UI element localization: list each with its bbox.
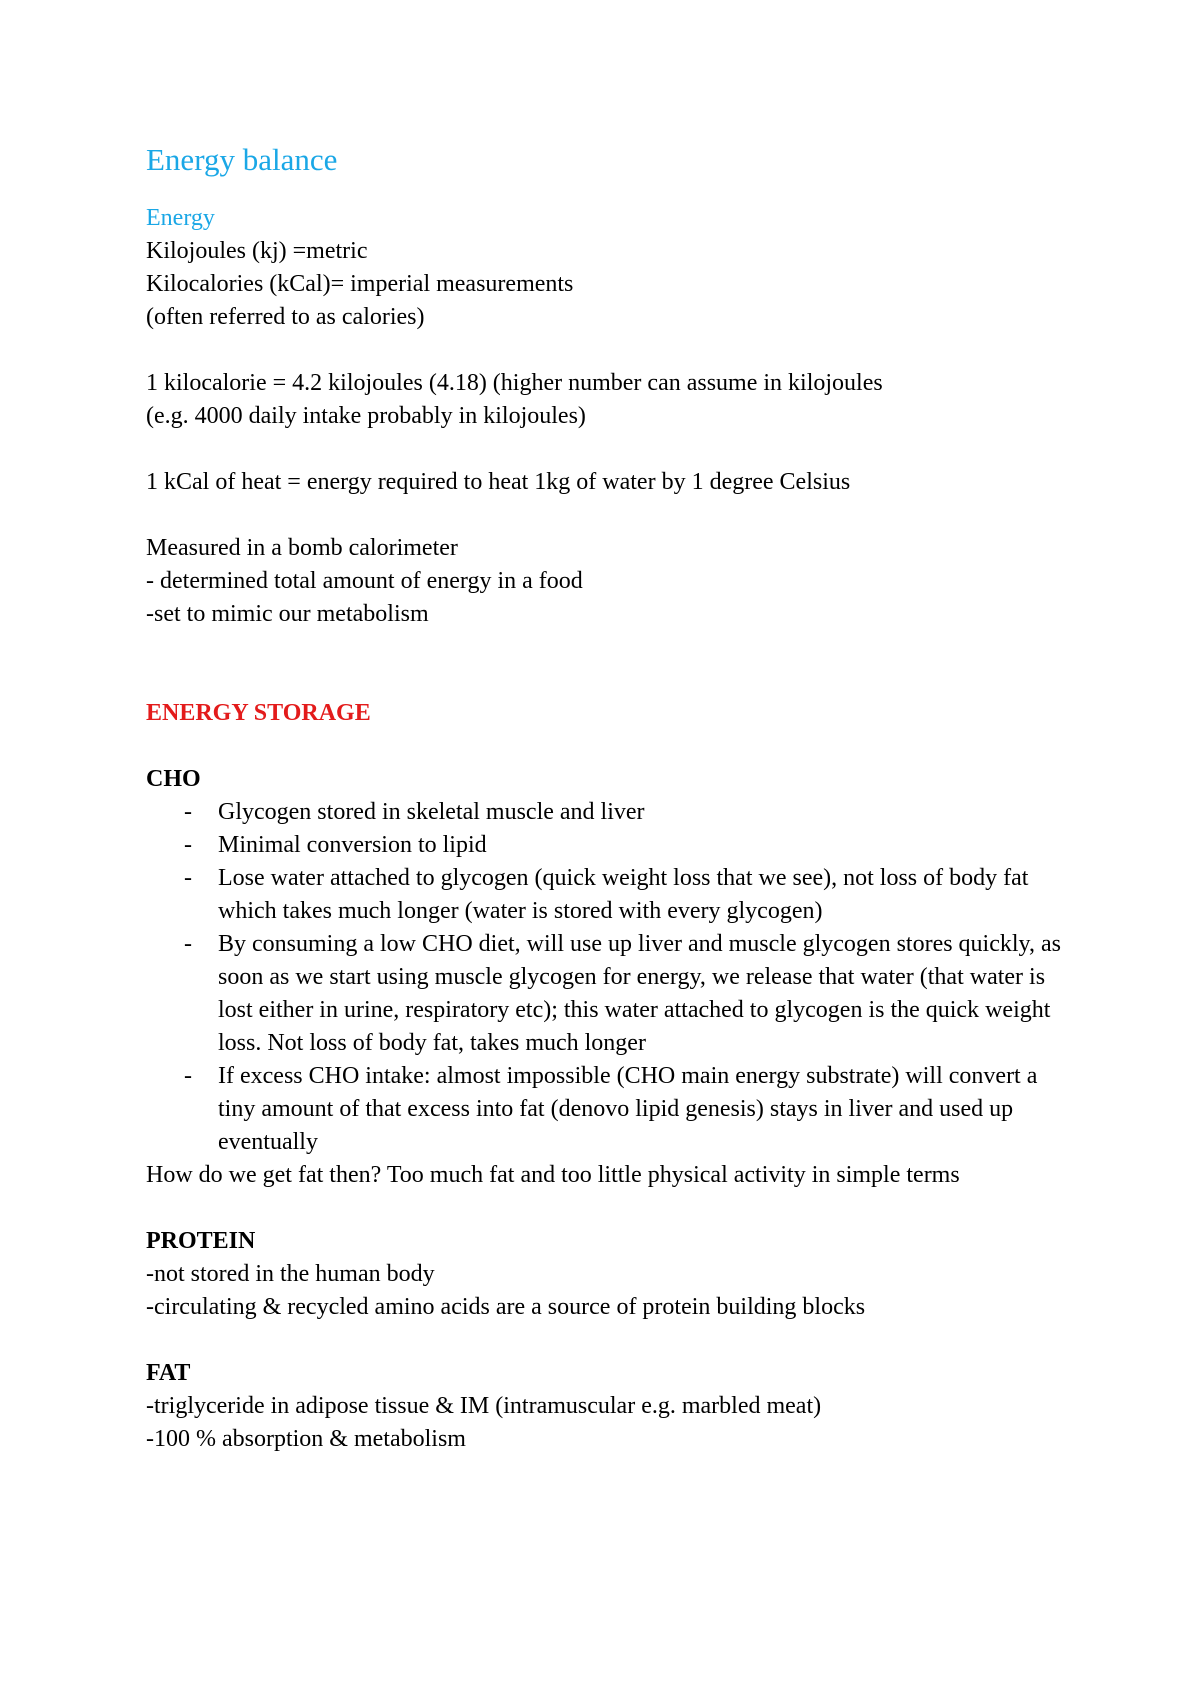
conversion-line: 1 kilocalorie = 4.2 kilojoules (4.18) (higher number can assume in kilojoules xyxy=(146,370,883,396)
fat-line: -100 % absorption & metabolism xyxy=(146,1426,466,1452)
cho-heading: CHO xyxy=(146,766,201,792)
energy-line: Kilocalories (kCal)= imperial measurements xyxy=(146,271,574,297)
cho-bullet: - Lose water attached to glycogen (quick weight loss that we see), not loss of body fat which takes much longer (water is stored with every glycogen) xyxy=(146,862,1066,928)
spacer xyxy=(146,499,1066,532)
document-page xyxy=(146,140,1066,1456)
spacer xyxy=(146,334,1066,367)
energy-line: Kilojoules (kj) =metric xyxy=(146,238,368,264)
cho-bullet: - If excess CHO intake: almost impossible (CHO main energy substrate) will convert a tiny amount of that excess into fat (denovo lipid genesis) stays in liver and used up eventually xyxy=(146,1060,1066,1159)
cho-bullet-list xyxy=(146,796,1066,1159)
spacer xyxy=(146,1324,1066,1357)
heat-definition-line: 1 kCal of heat = energy required to heat 1kg of water by 1 degree Celsius xyxy=(146,469,851,495)
spacer xyxy=(146,730,1066,763)
bomb-calorimeter-line: - determined total amount of energy in a food xyxy=(146,568,583,594)
energy-storage-heading: ENERGY STORAGE xyxy=(146,700,371,726)
protein-line: -circulating & recycled amino acids are a source of protein building blocks xyxy=(146,1294,866,1320)
energy-line: (often referred to as calories) xyxy=(146,304,425,330)
conversion-line: (e.g. 4000 daily intake probably in kilojoules) xyxy=(146,403,586,429)
protein-heading: PROTEIN xyxy=(146,1228,256,1254)
spacer xyxy=(146,433,1066,466)
fat-heading: FAT xyxy=(146,1360,191,1386)
bomb-calorimeter-line: Measured in a bomb calorimeter xyxy=(146,535,458,561)
protein-line: -not stored in the human body xyxy=(146,1261,435,1287)
spacer xyxy=(146,1192,1066,1225)
bomb-calorimeter-line: -set to mimic our metabolism xyxy=(146,601,429,627)
energy-heading: Energy xyxy=(146,205,215,231)
cho-bullet: - Minimal conversion to lipid xyxy=(146,829,1066,862)
page-title: Energy balance xyxy=(146,142,338,177)
cho-bullet: - By consuming a low CHO diet, will use up liver and muscle glycogen stores quickly, as soon as we start using muscle glycogen for energy, we release that water (that water is lost either in urine, respiratory etc); this water attached to glycogen is the quick weight loss. Not loss of body fat, takes much longer xyxy=(146,928,1066,1060)
spacer xyxy=(146,631,1066,697)
cho-bullet: - Glycogen stored in skeletal muscle and liver xyxy=(146,796,1066,829)
cho-question: How do we get fat then? Too much fat and too little physical activity in simple terms xyxy=(146,1162,960,1188)
fat-line: -triglyceride in adipose tissue & IM (intramuscular e.g. marbled meat) xyxy=(146,1393,822,1419)
